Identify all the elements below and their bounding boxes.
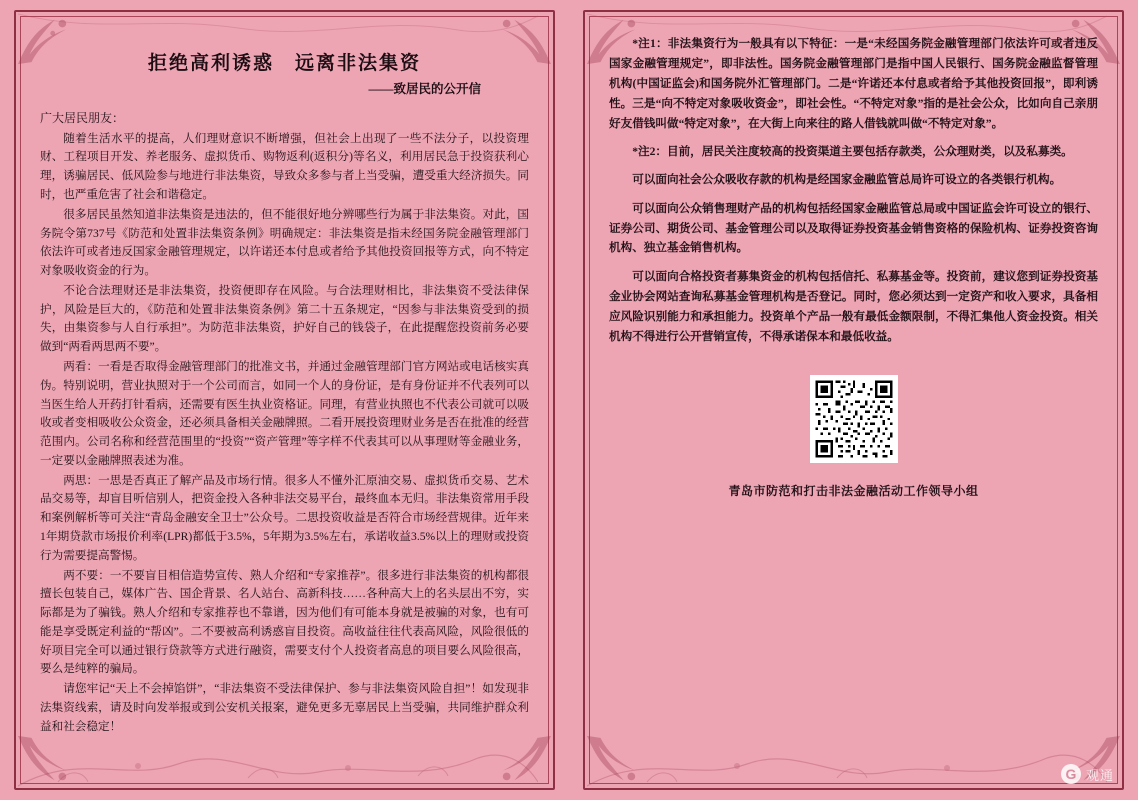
page-subtitle: ——致居民的公开信 — [368, 82, 481, 96]
right-page-content — [609, 34, 1098, 760]
qr-code-icon[interactable] — [810, 375, 898, 463]
body-paragraph: 两不要：一不要盲目相信造势宣传、熟人介绍和“专家推荐”。很多进行非法集资的机构都很擅长包装自己，媒体广告、国企背景、名人站台、高新科技……各种高大上的名头层出不穷，实际都是为了骗钱。熟人介绍和专家推荐也不靠谱，因为他们有可能本身就是被骗的对象，也有可能是享受既定利益的“帮凶”。二不要被高利诱惑盲目投资。高收益往往代表高风险，风险很低的好项目完全可以通过银行贷款等方式进行融资，需要支付个人投资者高息的项目要么风险很高，要么是纯粹的骗局。 — [40, 568, 529, 676]
body-paragraph: 很多居民虽然知道非法集资是违法的，但不能很好地分辨哪些行为属于非法集资。对此，国务院令第737号《防范和处置非法集资条例》明确规定：非法集资是指未经国务院金融管理部门依法许可或者违反国家金融管理规定，以许诺还本付息或者给予其他投资回报等方式，向不特定对象吸收资金的行为。 — [40, 207, 529, 278]
signature-line: 青岛市防范和打击非法金融活动工作领导小组 — [728, 484, 979, 499]
body-paragraph: 两思：一思是否真正了解产品及市场行情。很多人不懂外汇原油交易、虚拟货币交易、艺术品交易等，却盲目听信别人，把资金投入各种非法交易平台，最终血本无归。非法集资常用手段和案例解析等可关注“青岛金融安全卫士”公众号。二思投资收益是否符合市场经营规律。近年来1年期贷款市场报价利率(LPR)都低于3.5%，5年期为3.5%左右，承诺收益3.5%以上的理财或投资行为需要提高警惕。 — [40, 473, 529, 562]
qr-code-container — [609, 375, 1098, 468]
body-paragraph: 两看：一看是否取得金融管理部门的批准文书，并通过金融管理部门官方网站或电话核实真伪。特别说明，营业执照对于一个公司而言，如同一个人的身份证，是有身份证并不代表列可以当医生给人开药打针看病，还需要有医生执业资格证。同理，有营业执照也不代表公司就可以吸收或者变相吸收公众资金，还必须具备相关金融牌照。二看开展投资理财业务是否在批准的经营范围内。公司名称和经营范围里的“投资”“资产管理”等字样不代表其可以从事理财等金融业务，一定要以金融牌照表述为准。 — [40, 359, 529, 467]
page-title: 拒绝高利诱惑 远离非法集资 — [147, 53, 421, 74]
body-paragraph: 随着生活水平的提高，人们理财意识不断增强，但社会上出现了一些不法分子，以投资理财、工程项目开发、养老服务、虚拟货币、购物返利(返积分)等名义，利用居民急于投资获利心理，诱骗居民、低风险参与地进行非法集资，导致众多参与者上当受骗，遭受重大经济损失。同时，也严重危害了社会和谐稳定。 — [40, 131, 529, 201]
watermark-logo-icon: G — [1061, 764, 1081, 784]
body-paragraph: 请您牢记“天上不会掉馅饼”，“非法集资不受法律保护、参与非法集资风险自担”！如发现非法集资线索，请及时向发举报或到公安机关报案，避免更多无辜居民上当受骗，共同维护群众利益和社会稳定！ — [40, 682, 529, 733]
document-page-right — [569, 0, 1138, 800]
body-paragraph: 不论合法理财还是非法集资，投资便即存在风险。与合法理财相比，非法集资不受法律保护，风险是巨大的，《防范和处置非法集资条例》第二十五条规定，“因参与非法集资受到的损失，由集资参与人自行承担”。为防范非法集资，护好自己的钱袋子，在此提醒您投资前务必要做到“两看两思两不要”。 — [40, 283, 529, 354]
watermark — [1061, 764, 1114, 784]
body-paragraph: 可以面向合格投资者募集资金的机构包括信托、私募基金等。投资前，建议您到证券投资基金业协会网站查询私募基金管理机构是否登记。同时，您必须达到一定资产和收入要求，具备相应风险识别能力和承担能力。投资单个产品一般有最低金额限制，不得汇集他人资金投资。相关机构不得进行公开营销宣传，不得承诺保本和最低收益。 — [609, 270, 1098, 344]
footnote-paragraph: *注1：非法集资行为一般具有以下特征：一是“未经国务院金融管理部门依法许可或者违反国家金融管理规定”，即非法性。国务院金融管理部门是指中国人民银行、国务院金融监督管理机构(中国证监会)和国务院外汇管理部门。二是“许诺还本付息或者给予其他投资回报”，即利诱性。三是“向不特定对象吸收资金”，即社会性。“不特定对象”指的是社会公众，比如向自己亲朋好友借钱叫做“特定对象”，在大街上向来往的路人借钱就叫做“不特定对象”。 — [609, 37, 1098, 130]
left-page-content — [40, 34, 529, 760]
salutation: 广大居民朋友： — [40, 111, 125, 125]
watermark-label: 观通 — [1085, 767, 1114, 783]
body-paragraph: 可以面向公众销售理财产品的机构包括经国家金融监管总局或中国证监会许可设立的银行、证券公司、期货公司、基金管理公司以及取得证券投资基金销售资格的保险机构、证券投资咨询机构、独立基金销售机构。 — [609, 201, 1098, 255]
body-paragraph: 可以面向社会公众吸收存款的机构是经国家金融监管总局许可设立的各类银行机构。 — [632, 172, 1062, 186]
footnote-paragraph: *注2：目前，居民关注度较高的投资渠道主要包括存款类，公众理财类，以及私募类。 — [632, 144, 1073, 158]
